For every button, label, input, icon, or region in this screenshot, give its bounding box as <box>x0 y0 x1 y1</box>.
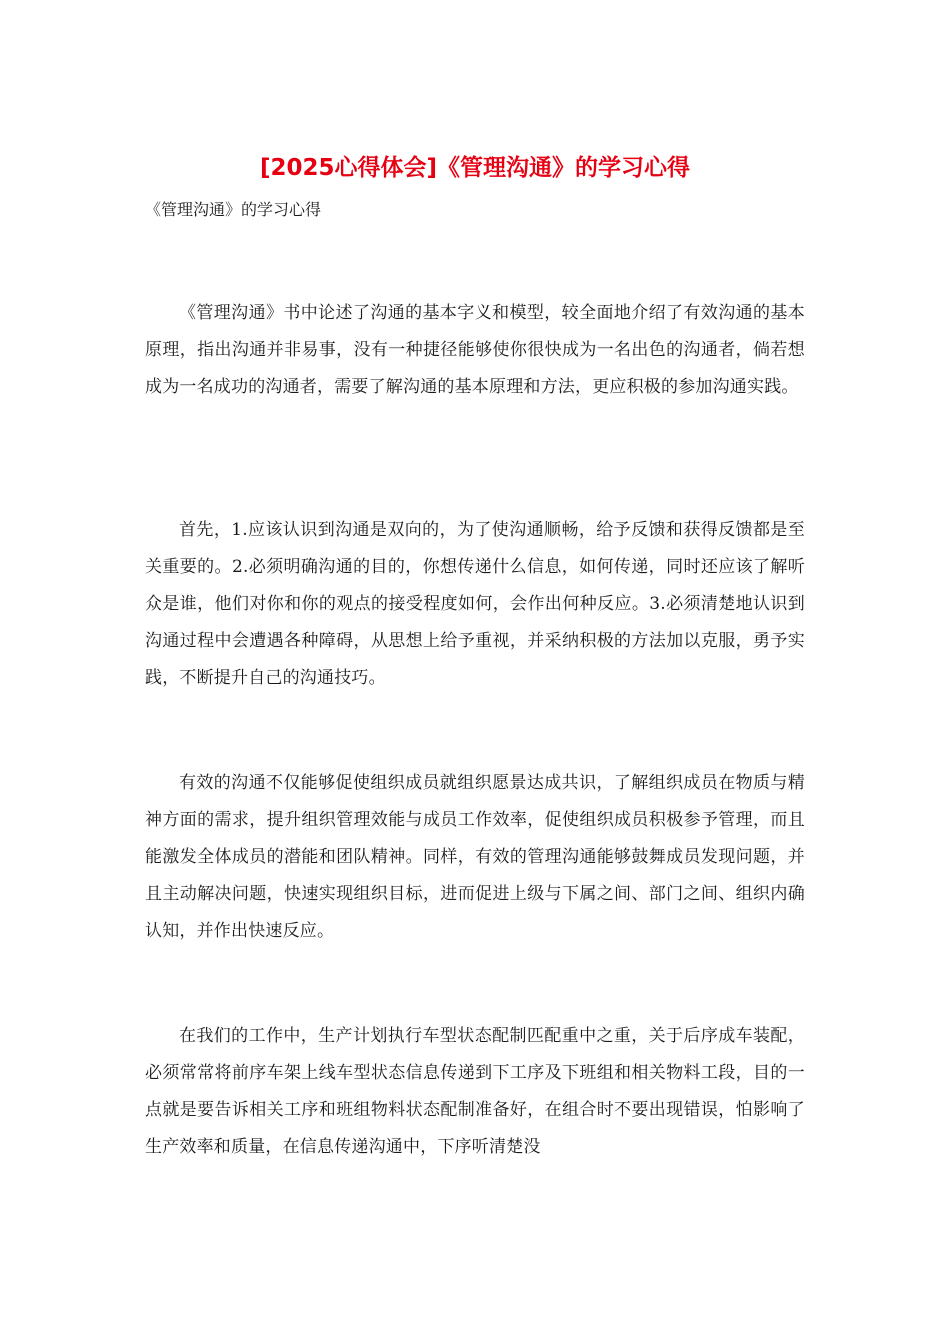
paragraph-2: 首先，1.应该认识到沟通是双向的，为了使沟通顺畅，给予反馈和获得反馈都是至关重要的。2.必须明确沟通的目的，你想传递什么信息，如何传递，同时还应该了解听众是谁，他们对你和你的观点的接受程度如何，会作出何种反应。3.必须清楚地认识到沟通过程中会遭遇各种障碍，从思想上给予重视，并采纳积极的方法加以克服，勇予实践，不断提升自己的沟通技巧。 <box>145 520 805 688</box>
document-title: [2025心得体会]《管理沟通》的学习心得 <box>259 155 691 181</box>
paragraph-3: 有效的沟通不仅能够促使组织成员就组织愿景达成共识，了解组织成员在物质与精神方面的需求，提升组织管理效能与成员工作效率，促使组织成员积极参予管理，而且能激发全体成员的潜能和团队精神。同样，有效的管理沟通能够鼓舞成员发现问题，并且主动解决问题，快速实现组织目标，进而促进上级与下属之间、部门之间、组织内确认知，并作出快速反应。 <box>145 773 805 941</box>
document-subtitle: 《管理沟通》的学习心得 <box>145 200 322 219</box>
paragraph-4: 在我们的工作中，生产计划执行车型状态配制匹配重中之重，关于后序成车装配，必须常常将前序车架上线车型状态信息传递到下工序及下班组和相关物料工段，目的一点就是要告诉相关工序和班组物料状态配制准备好，在组合时不要出现错误，怕影响了生产效率和质量，在信息传递沟通中，下序听清楚没 <box>145 1026 805 1157</box>
paragraph-1: 《管理沟通》书中论述了沟通的基本字义和模型，较全面地介绍了有效沟通的基本原理，指出沟通并非易事，没有一种捷径能够使你很快成为一名出色的沟通者，倘若想成为一名成功的沟通者，需要了解沟通的基本原理和方法，更应积极的参加沟通实践。 <box>145 303 805 397</box>
